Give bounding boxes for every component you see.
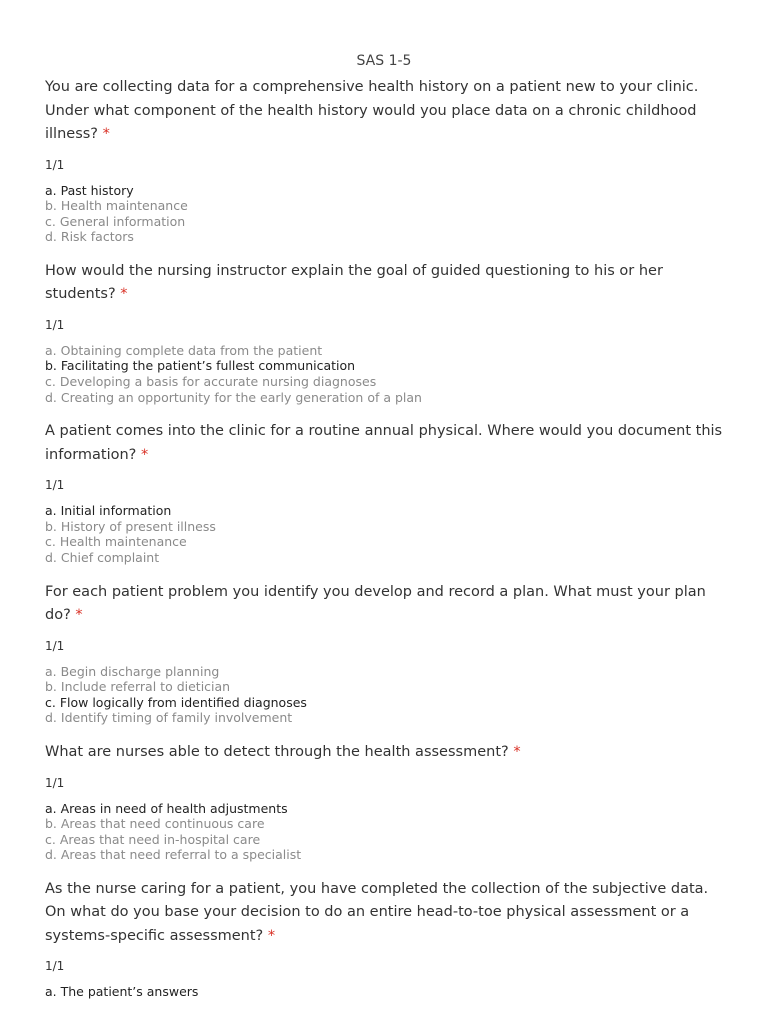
document-title: SAS 1-5 [356, 53, 412, 69]
answer-option-selected: a. Past history [45, 182, 134, 198]
answer-option-selected: a. The patient’s answers [45, 984, 199, 1000]
answer-option: a. Obtaining complete data from the patient [45, 342, 323, 358]
question-6 [45, 878, 723, 1000]
answer-option: b. History of present illness [45, 518, 216, 534]
question-text-content: How would the nursing instructor explain the goal of guided questioning to his or her students? [45, 262, 663, 303]
answer-option: c. General information [45, 213, 186, 229]
required-marker: * [75, 607, 83, 624]
required-marker: * [120, 286, 128, 303]
answer-option: b. Include referral to dietician [45, 679, 231, 695]
question-score: 1/1 [45, 317, 65, 332]
answer-option-selected: c. Flow logically from identified diagnoses [45, 694, 307, 710]
answer-option: a. Begin discharge planning [45, 663, 220, 679]
question-2 [45, 260, 723, 405]
question-text-content: As the nurse caring for a patient, you have completed the collection of the subjective data. On what do you base your decision to do an entire head-to-toe physical assessment or a systems-specific assessment? [45, 880, 709, 944]
answer-options [45, 664, 723, 726]
required-marker: * [141, 446, 149, 463]
answer-option-selected: b. Facilitating the patient’s fullest communication [45, 358, 356, 374]
question-score: 1/1 [45, 775, 65, 790]
question-score: 1/1 [45, 478, 65, 493]
question-3 [45, 420, 723, 565]
question-score: 1/1 [45, 638, 65, 653]
answer-option: c. Areas that need in-hospital care [45, 831, 261, 847]
question-1 [45, 76, 723, 245]
answer-option: c. Developing a basis for accurate nursing diagnoses [45, 374, 377, 390]
question-text-content: You are collecting data for a comprehensive health history on a patient new to your clinic. Under what component of the health history would you place data on a chronic childhood illness? [45, 79, 699, 142]
question-text [45, 76, 723, 147]
question-text [45, 420, 723, 467]
answer-options [45, 984, 723, 1000]
question-list [45, 76, 723, 1000]
answer-options [45, 801, 723, 863]
question-4 [45, 581, 723, 726]
answer-option: d. Risk factors [45, 229, 134, 245]
required-marker: * [513, 744, 521, 760]
answer-options [45, 503, 723, 565]
question-text [45, 878, 723, 949]
question-text [45, 741, 723, 765]
answer-option-selected: a. Areas in need of health adjustments [45, 800, 288, 816]
required-marker: * [102, 126, 110, 142]
answer-option: d. Chief complaint [45, 550, 160, 566]
answer-option: d. Creating an opportunity for the early generation of a plan [45, 389, 422, 405]
question-score: 1/1 [45, 959, 65, 974]
question-text-content: A patient comes into the clinic for a routine annual physical. Where would you document this information? [45, 423, 723, 463]
answer-option: c. Health maintenance [45, 534, 187, 550]
question-score: 1/1 [45, 157, 65, 172]
answer-option: d. Identify timing of family involvement [45, 710, 293, 726]
answer-option: b. Health maintenance [45, 198, 188, 214]
answer-options [45, 343, 723, 405]
question-text-content: For each patient problem you identify you develop and record a plan. What must your plan do? [45, 583, 706, 624]
answer-option: d. Areas that need referral to a specialist [45, 847, 302, 863]
question-text-content: What are nurses able to detect through the health assessment? [45, 744, 509, 760]
answer-option-selected: a. Initial information [45, 503, 172, 519]
question-5 [45, 741, 723, 863]
question-text [45, 581, 723, 628]
answer-options [45, 183, 723, 245]
answer-option: b. Areas that need continuous care [45, 816, 265, 832]
question-text [45, 260, 723, 307]
required-marker: * [267, 927, 276, 944]
